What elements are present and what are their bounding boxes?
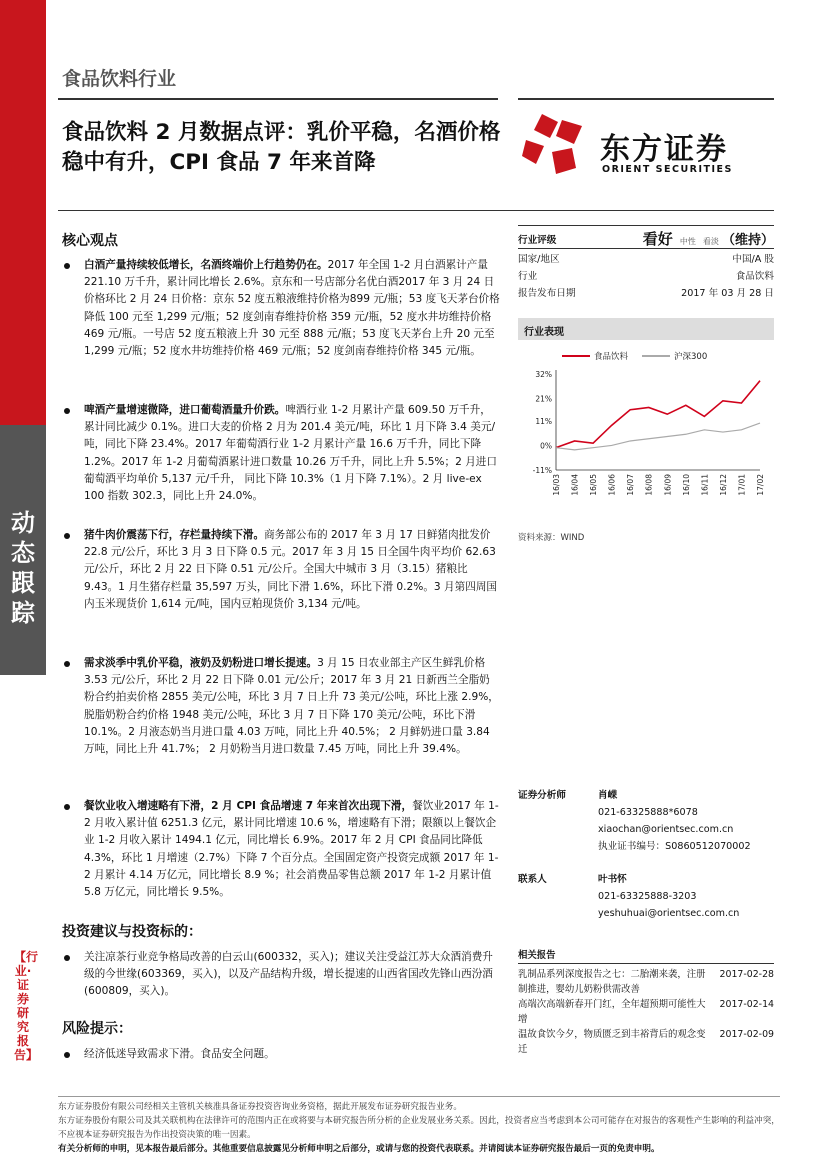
core-heading: 核心观点 xyxy=(62,233,118,249)
related-reports xyxy=(518,948,774,1057)
bullet-text: 3 月 15 日农业部主产区生鲜乳价格 3.53 元/公斤，环比 2 月 22 日下降 0.01 元/公斤；2017 年 3 月 21 日新西兰全脂奶粉合约拍卖价格 2855 美元/公吨，环比 3 月 7 日上升 73 美元/公吨，环比上涨 2.9%，脱脂奶粉合约价格 1948 美元/公吨，环比 3 月 7 日下降 170 美元/公吨，环比下滑 10.1%。2 月液态奶当月进口量 4.03 万吨，同比上升 40.5%； 2 月鲜奶进口量 3.84 万吨，同比上升 41.7%； 2 月奶粉当月进口数量 7.45 万吨，同比上升 39.4%。 xyxy=(84,657,499,756)
rating-box xyxy=(518,225,774,300)
rating-low: 看淡 xyxy=(702,237,719,246)
info-val: 中国/A 股 xyxy=(732,253,774,265)
y-tick-label: 21% xyxy=(535,394,552,404)
risk-bullet: 经济低迷导致需求下滑。食品安全问题。 xyxy=(62,1046,500,1063)
core-bullet xyxy=(62,257,500,360)
logo-cn: 东方证券 xyxy=(600,132,728,167)
related-item[interactable] xyxy=(518,1027,774,1057)
risk-heading: 风险提示： xyxy=(62,1021,132,1037)
info-row xyxy=(518,283,774,300)
x-tick-label: 17/02 xyxy=(756,474,765,496)
related-date: 2017-02-09 xyxy=(719,1029,774,1040)
contact-email[interactable]: yeshuhuai@orientsec.com.cn xyxy=(598,908,740,919)
info-key: 报告发布日期 xyxy=(518,287,576,299)
sector-title: 食品饮料行业 xyxy=(62,68,177,90)
legend-label: 食品饮料 xyxy=(594,352,629,362)
x-tick-label: 16/07 xyxy=(626,474,636,496)
x-tick-label: 16/11 xyxy=(700,474,710,496)
analyst-block xyxy=(518,787,774,922)
info-val: 2017 年 03 月 28 日 xyxy=(681,287,774,299)
core-bullet xyxy=(62,798,500,901)
legend-label: 沪深300 xyxy=(674,352,708,362)
x-tick-label: 16/12 xyxy=(718,474,728,496)
bullet-text: 餐饮业2017 年 1-2 月收入累计值 6251.3 亿元，累计同比增速 10.6 %，增速略有下滑；限额以上餐饮企业 1-2 月收入累计 1494.1 亿元，同比增长 6.9%。2017 年 2 月 CPI 食品同比降低 4.3%，环比 1 月增速（2.7%）下降 7 个百分点。全国固定资产投资完成额 2017 年 1-2 月累计 4.14 万亿元，同比增长 8.9 %；社会消费品零售总额 2017 年 1-2 月累计值 5.8 万亿元，同比增长 9.5%。 xyxy=(84,800,499,899)
y-tick-label: -11% xyxy=(532,466,552,475)
contact-name: 叶书怀 xyxy=(598,874,627,885)
bullet-text: 2017 年全国 1-2 月白酒累计产量 221.10 万千升，累计同比增长 2.6%。京东和一号店部分名优白酒2017 年 3 月 24 日价格环比 2 月 24 日价格：京东 52 度五粮液维持价格为899 元/瓶；53 度飞天茅台价格降低 100 元至 1,299 元/瓶；52 度剑南春维持价格 359 元/瓶，52 度水井坊维持价格 469 元/瓶。一号店 52 度五粮液上升 30 元至 888 元/瓶；53 度飞天茅台上升 20 元至 1,299 元/瓶；52 度水井坊维持价格 469 元/瓶；52 度剑南春维持价格 345 元/瓶。 xyxy=(84,259,500,358)
logo-en: ORIENT SECURITIES xyxy=(602,164,733,175)
invest-bullet: 关注凉茶行业竞争格局改善的白云山(600332，买入)；建议关注受益江苏大众酒消费升级的今世缘(603369，买入)，以及产品结构升级，增长提速的山西省国改先锋山西汾酒(600809，买入)。 xyxy=(62,949,500,1001)
divider xyxy=(518,98,774,100)
x-tick-label: 16/08 xyxy=(644,474,654,496)
related-title: 高端次高端新春开门红，全年超预期可能性大增 xyxy=(518,999,706,1025)
rating-value: 看好 xyxy=(642,230,673,248)
x-tick-label: 16/10 xyxy=(681,474,691,496)
bullet-lead: 需求淡季中乳价平稳，液奶及奶粉进口增长提速。 xyxy=(84,657,318,669)
y-tick-label: 0% xyxy=(540,441,552,451)
disclaimer-footer xyxy=(58,1096,780,1156)
analyst-label: 证券分析师 xyxy=(518,790,566,801)
divider xyxy=(58,210,774,211)
analyst-cert: 执业证书编号：S0860512070002 xyxy=(598,841,751,852)
rating-label: 行业评级 xyxy=(518,234,557,246)
company-logo xyxy=(522,112,782,182)
contact-label: 联系人 xyxy=(518,874,547,885)
x-tick-label: 17/01 xyxy=(737,474,747,496)
side-red-band xyxy=(0,0,46,425)
core-bullet xyxy=(62,655,500,758)
analyst-tel: 021-63325888*6078 xyxy=(598,807,698,818)
x-tick-label: 16/04 xyxy=(570,474,580,496)
related-heading: 相关报告 xyxy=(518,948,774,964)
analyst-email[interactable]: xiaochan@orientsec.com.cn xyxy=(598,824,734,835)
logo-mark-icon xyxy=(522,112,592,180)
rating-mid: 中性 xyxy=(679,237,696,246)
footer-line: 东方证券股份有限公司经相关主管机关核准具备证券投资咨询业务资格，据此开展发布证券研究报告业务。 xyxy=(58,1102,462,1112)
report-title: 食品饮料 2 月数据点评：乳价平稳，名酒价格稳中有升，CPI 食品 7 年来首降 xyxy=(62,120,501,175)
x-tick-label: 16/06 xyxy=(607,474,617,496)
side-report-tag: 【行业·证券研究报告】 xyxy=(14,950,39,1062)
bullet-text: 商务部公布的 2017 年 3 月 17 日鲜猪肉批发价 22.8 元/公斤，环比 3 月 3 日下降 0.5 元。2017 年 3 月 15 日全国牛肉平均价 62.63 元/公斤，环比 2 月 22 日下降 0.51 元/公斤。全国大中城市 3 月（3.15）猪粮比 9.43。1 月生猪存栏量 35,597 万头，同比下滑 1.6%，环比下滑 0.2%。3 月第四周国内玉米现货价 1,614 元/吨，国内豆粕现货价 3,134 元/吨。 xyxy=(84,529,498,610)
bullet-lead: 猪牛肉价震荡下行，存栏量持续下滑。 xyxy=(84,529,265,541)
footer-line: 有关分析师的申明，见本报告最后部分。其他重要信息披露见分析师申明之后部分，或请与您的投资代表联系。并请阅读本证券研究报告最后一页的免责申明。 xyxy=(58,1144,660,1154)
x-tick-label: 16/05 xyxy=(589,474,599,496)
analyst-name: 肖嵘 xyxy=(598,790,618,801)
x-tick-label: 16/09 xyxy=(663,474,673,496)
y-tick-label: 32% xyxy=(535,370,552,379)
core-bullet xyxy=(62,527,500,613)
y-tick-label: 11% xyxy=(535,416,552,426)
chart-title: 行业表现 xyxy=(518,318,774,340)
related-date: 2017-02-14 xyxy=(719,999,774,1010)
invest-heading: 投资建议与投资标的： xyxy=(62,924,202,940)
related-date: 2017-02-28 xyxy=(719,969,774,980)
series-line xyxy=(556,423,760,450)
info-key: 行业 xyxy=(518,270,538,282)
info-row xyxy=(518,249,774,266)
bullet-lead: 餐饮业收入增速略有下滑，2 月 CPI 食品增速 7 年来首次出现下滑， xyxy=(84,800,413,812)
performance-chart xyxy=(518,342,774,528)
side-track-label: 动态跟踪 xyxy=(11,509,35,627)
info-val: 食品饮料 xyxy=(735,270,774,282)
related-title: 温故食饮今夕，物质匮乏到丰裕背后的观念变迁 xyxy=(518,1029,706,1055)
contact-tel: 021-63325888-3203 xyxy=(598,891,697,902)
footer-line: 东方证券股份有限公司及其关联机构在法律许可的范围内正在或将要与本研究报告所分析的企业发展业务关系。因此，投资者应当考虑到本公司可能存在对报告的客观性产生影响的利益冲突，不应视本证券研究报告为作出投资决策的唯一因素。 xyxy=(58,1116,780,1140)
core-bullet xyxy=(62,402,500,505)
info-key: 国家/地区 xyxy=(518,253,560,265)
related-item[interactable] xyxy=(518,967,774,997)
related-title: 乳制品系列深度报告之七：二胎潮来袭，注册制推进，婴幼儿奶粉供需改善 xyxy=(518,969,706,995)
x-tick-label: 16/03 xyxy=(552,474,561,496)
divider xyxy=(58,98,498,100)
info-row xyxy=(518,266,774,283)
related-item[interactable] xyxy=(518,997,774,1027)
chart-source: 资料来源：WIND xyxy=(518,533,585,543)
rating-keep: （维持） xyxy=(721,233,774,248)
bullet-lead: 啤酒产量增速微降，进口葡萄酒量升价跌。 xyxy=(84,404,286,416)
bullet-lead: 白酒产量持续较低增长，名酒终端价上行趋势仍在。 xyxy=(84,259,328,271)
bullet-text: 啤酒行业 1-2 月累计产量 609.50 万千升，累计同比减少 0.1%。进口大麦的价格 2 月为 201.4 美元/吨，环比 1 月下降 3.4 美元/吨，同比下降 23.4%。2017 年葡萄酒行业 1-2 月累计产量 16.6 万千升，同比下降 1.2%。2017 年 1-2 月葡萄酒累计进口数量 10.26 万千升，同比上升 5.5%；2 月进口葡萄酒平均单价 5,137 元/千升， 同比下降 10.3%（1 月下降 7.1%）。2 月 live-ex 100 指数 302.3，同比上升 24.0%。 xyxy=(84,404,497,503)
